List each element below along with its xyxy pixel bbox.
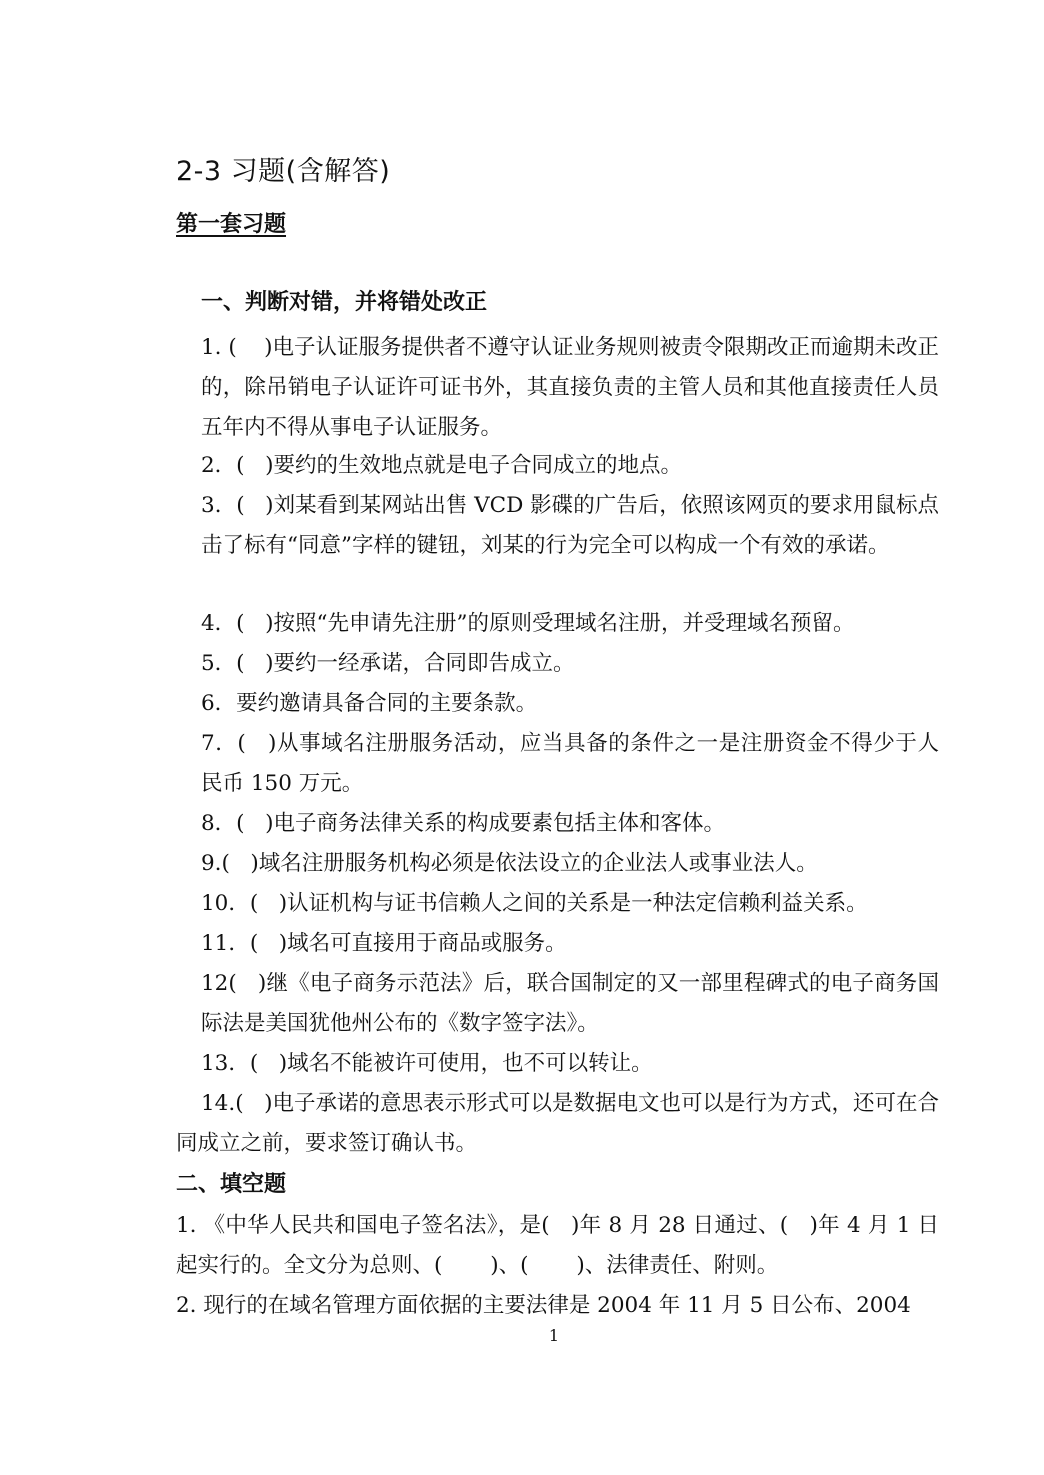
document-title: 2-3 习题(含解答): [176, 156, 391, 187]
question-item: 1. ( )电子认证服务提供者不遵守认证业务规则被责令限期改正而逾期未改正的，除吊销电子认证许可证书外，其直接负责的主管人员和其他直接责任人员五年内不得从事电子认证服务。: [201, 335, 939, 440]
exercise-set-title: 第一套习题: [176, 211, 287, 237]
question-item: 13．( )域名不能被许可使用，也不可以转让。: [201, 1051, 653, 1076]
question-item: 5．( )要约一经承诺，合同即告成立。: [201, 651, 575, 676]
question-item: 8．( )电子商务法律关系的构成要素包括主体和客体。: [201, 811, 725, 836]
question-item: 7．( )从事域名注册服务活动，应当具备的条件之一是注册资金不得少于人民币 150 万元。: [201, 731, 939, 796]
question-item: 9.( )域名注册服务机构必须是依法设立的企业法人或事业法人。: [201, 851, 818, 876]
question-item: 14.( )电子承诺的意思表示形式可以是数据电文也可以是行为方式，还可在合同成立之前，要求签订确认书。: [176, 1091, 939, 1156]
question-item: 10．( )认证机构与证书信赖人之间的关系是一种法定信赖利益关系。: [201, 891, 868, 916]
page-number: 1: [548, 1326, 560, 1345]
question-item: 3．( )刘某看到某网站出售 VCD 影碟的广告后，依照该网页的要求用鼠标点击了标有“同意”字样的键钮，刘某的行为完全可以构成一个有效的承诺。: [201, 493, 939, 558]
question-item: 6．要约邀请具备合同的主要条款。: [201, 691, 538, 716]
question-item: 2．( )要约的生效地点就是电子合同成立的地点。: [201, 453, 682, 478]
question-item: 11．( )域名可直接用于商品或服务。: [201, 931, 567, 956]
section-heading-fill-in: 二、填空题: [176, 1171, 287, 1197]
question-item: 4．( )按照“先申请先注册”的原则受理域名注册，并受理域名预留。: [201, 611, 855, 636]
section-heading-true-false: 一、判断对错，并将错处改正: [201, 289, 488, 315]
question-item: 12( )继《电子商务示范法》后，联合国制定的又一部里程碑式的电子商务国际法是美国犹他州公布的《数字签字法》。: [201, 971, 939, 1036]
question-item: 2. 现行的在域名管理方面依据的主要法律是 2004 年 11 月 5 日公布、2004: [176, 1293, 911, 1318]
question-item: 1. 《中华人民共和国电子签名法》，是( )年 8 月 28 日通过、( )年 4 月 1 日起实行的。全文分为总则、( )、( )、法律责任、附则。: [176, 1213, 939, 1278]
